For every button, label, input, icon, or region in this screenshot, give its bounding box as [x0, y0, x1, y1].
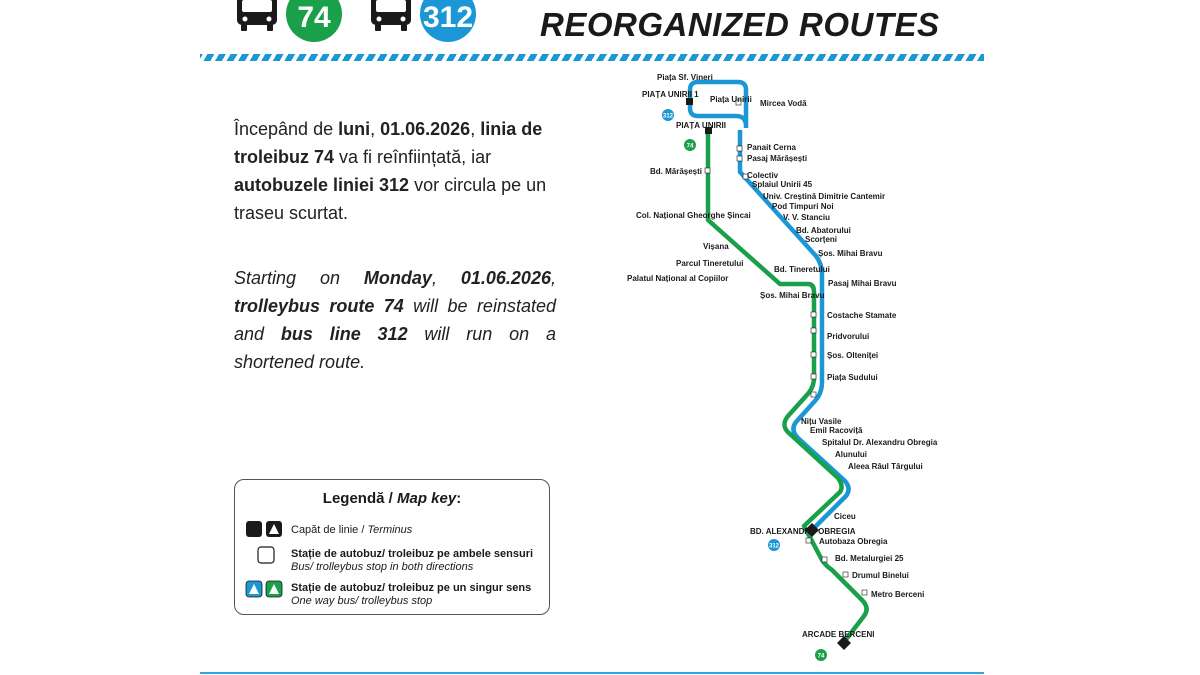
stop-label: Bd. Tineretului [774, 265, 830, 274]
notice-text: , [550, 268, 556, 288]
stop-label: Bd. Abatorului [796, 226, 851, 235]
notice-bold: autobuzele liniei 312 [234, 175, 410, 195]
stop-label: Spitalul Dr. Alexandru Obregia [822, 438, 938, 447]
stop-label: Ciceu [834, 512, 856, 521]
legend-title-colon: : [456, 490, 462, 507]
route-312-badge: 312 [420, 0, 476, 42]
page-title: REORGANIZED ROUTES [540, 6, 940, 43]
map-legend: Legendă / Map key: Capăt de linie / Terminus Stație de autobuz/ troleibuz pe ambele sensuri Bus/ trolleybus stop in both directions Stație de autobuz/ troleibuz pe un singur sens One way bus/ trolleybus stop [234, 479, 550, 615]
stop-label: Vișana [703, 242, 729, 251]
stop-marker [811, 352, 816, 357]
stop-label: Palatul Național al Copiilor [627, 274, 729, 283]
stop-marker [705, 168, 710, 173]
route-map [600, 60, 960, 670]
legend-title-separator: / [384, 490, 397, 507]
stop-label: Șos. Olteniței [827, 351, 879, 360]
terminus-label: ARCADE BERCENI [802, 630, 875, 639]
stop-label: Panait Cerna [747, 143, 796, 152]
notice-english [234, 264, 556, 376]
legend-title-en: Map key [397, 490, 457, 507]
route-74-badge-text: 74 [686, 143, 694, 150]
footer-divider [200, 672, 984, 674]
stop-label: V. V. Stanciu [783, 213, 830, 222]
notice-bold: linia de troleibuz 74 [234, 119, 543, 167]
notice-bold: trolleybus route 74 [234, 296, 404, 316]
stop-label: Parcul Tineretului [676, 259, 744, 268]
route-74-badge: 74 [286, 0, 342, 42]
notice-text: , [370, 119, 381, 139]
stop-label: Piața Sudului [827, 373, 878, 382]
terminus-label [642, 90, 699, 99]
stop-label: Bd. Mărășești [650, 167, 703, 176]
stop-label: Șos. Mihai Bravu [818, 249, 883, 258]
notice-bold: luni [338, 119, 371, 139]
stop-label: Pod Timpuri Noi [772, 202, 834, 211]
legend-terminus-ro: Capăt de linie [291, 524, 359, 536]
legend-one-way-ro: Stație de autobuz/ troleibuz pe un singur sens [291, 582, 532, 594]
stop-label: Emil Racoviță [810, 426, 863, 435]
route-312-badge-text: 312 [768, 543, 780, 550]
notice-text: , [470, 119, 481, 139]
route-312-badge-text: 312 [662, 113, 674, 120]
stop-label: Drumul Binelui [852, 571, 909, 580]
stop-marker [843, 572, 848, 577]
terminus-label: PIAȚA UNIRII [676, 121, 726, 130]
legend-terminus-en: Terminus [367, 524, 413, 536]
legend-both-ro: Stație de autobuz/ troleibuz pe ambele sensuri [291, 548, 534, 560]
route-74-badge-text: 74 [817, 653, 825, 660]
bus-icon [368, 0, 414, 37]
stop-label: Șos. Mihai Bravu [760, 291, 825, 300]
stop-marker [737, 156, 742, 161]
notice-date: 01.06.2026 [460, 268, 551, 288]
legend-one-way-en: One way bus/ trolleybus stop [291, 595, 433, 607]
stop-one-way-icon [245, 580, 285, 600]
stop-label: Autobaza Obregia [819, 537, 888, 546]
stop-label: Alunului [835, 450, 867, 459]
notice-bold: Monday [363, 268, 432, 288]
stop-label: Pasaj Mihai Bravu [828, 279, 897, 288]
stop-marker [811, 328, 816, 333]
notice-text: Starting on [234, 268, 364, 288]
stop-label: Aleea Râul Târgului [848, 462, 923, 471]
stop-marker [811, 312, 816, 317]
stop-label: Piața Unirii [710, 95, 752, 104]
terminus-marker [686, 98, 693, 105]
stop-both-directions-icon [245, 546, 285, 566]
stop-marker [822, 557, 827, 562]
notice-romanian [234, 115, 564, 227]
terminus-label-text: PIAȚA UNIRII 1 [642, 90, 699, 99]
terminus-label: BD. ALEXANDRU OBREGIA [750, 527, 856, 536]
notice-text: will run on a shortened route. [234, 324, 556, 372]
stop-label: Scorțeni [805, 235, 838, 244]
stop-label: Costache Stamate [827, 311, 897, 320]
stop-marker [737, 146, 742, 151]
notice-text: Începând de [234, 119, 339, 139]
stop-label: Bd. Metalurgiei 25 [835, 554, 904, 563]
stop-marker [811, 392, 816, 397]
stop-label: Pridvorului [827, 332, 870, 341]
stop-label: Metro Berceni [871, 590, 925, 599]
route-header [234, 0, 476, 42]
stop-label: Pasaj Mărășești [747, 154, 808, 163]
terminus-icon [245, 520, 285, 538]
stop-label: Col. Național Gheorghe Șincai [636, 211, 751, 220]
stop-label: Splaiul Unirii 45 [752, 180, 813, 189]
stop-marker [811, 374, 816, 379]
notice-date: 01.06.2026 [380, 119, 471, 139]
notice-text: , [431, 268, 461, 288]
notice-text: will be reinstated and [234, 296, 556, 344]
notice-bold: bus line 312 [280, 324, 408, 344]
stop-label: Colectiv [747, 171, 779, 180]
stop-label: Piața Sf. Vineri [657, 73, 713, 82]
legend-both-en: Bus/ trolleybus stop in both directions [291, 561, 474, 573]
legend-title [235, 490, 549, 507]
notice-text: vor circula pe un traseu scurtat. [234, 175, 547, 223]
stop-label: Univ. Creștină Dimitrie Cantemir [763, 192, 886, 201]
stop-marker [806, 538, 811, 543]
stop-marker [862, 590, 867, 595]
notice-text: va fi reînființată, iar [334, 147, 492, 167]
bus-icon [234, 0, 280, 37]
stop-label: Mircea Vodă [760, 99, 807, 108]
legend-title-ro: Legendă [322, 490, 385, 507]
stop-label: Nițu Vasile [801, 417, 842, 426]
